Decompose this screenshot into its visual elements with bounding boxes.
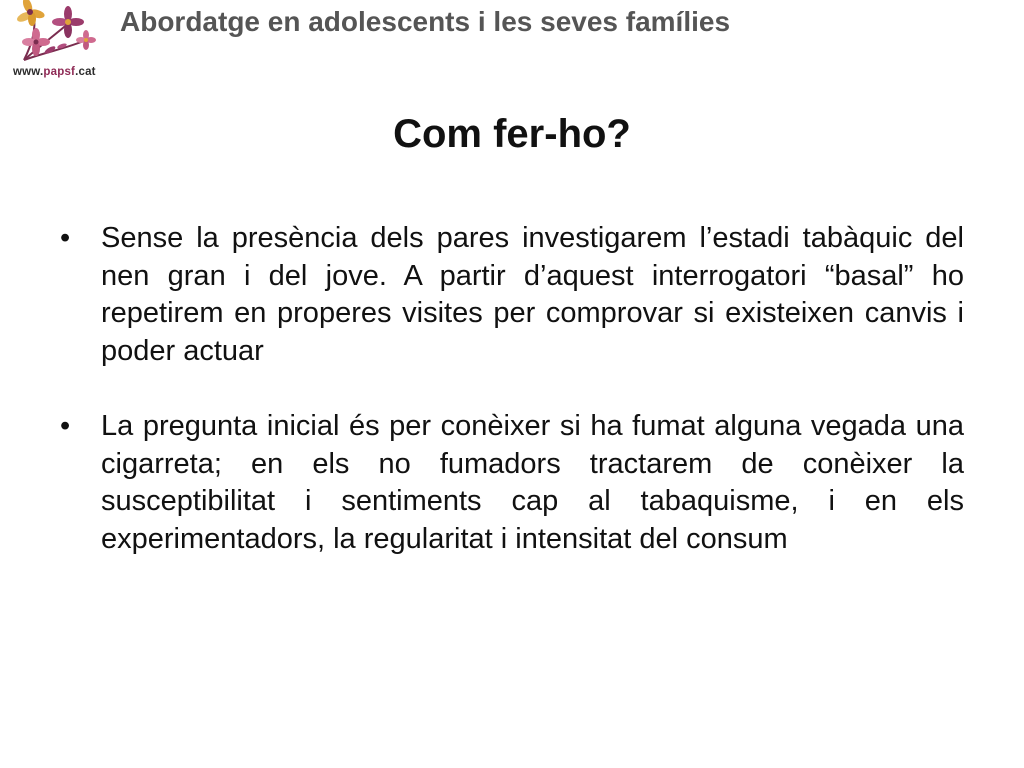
logo-url-accent: papsf: [43, 66, 76, 78]
logo-url-suffix: .cat: [75, 66, 96, 78]
flowers-logo-icon: [10, 0, 96, 66]
bullet-item: [60, 408, 964, 558]
header-title: Abordatge en adolescents i les seves famílies: [120, 6, 731, 37]
bullet-text: Sense la presència dels pares investigarem l’estadi tabàquic del nen gran i del jove. A partir d’aquest interrogatori “basal” ho repetirem en properes visites per comprovar si existeixen canvis i poder actuar: [101, 222, 964, 367]
papsf-logo: [4, 0, 116, 92]
bullet-dot: •: [60, 410, 71, 442]
bullet-list: [60, 220, 964, 596]
logo-url: [13, 66, 96, 78]
slide-title: Com fer-ho?: [393, 112, 631, 156]
bullet-dot: •: [60, 222, 71, 254]
bullet-item: [60, 220, 964, 370]
bullet-text: La pregunta inicial és per conèixer si ha fumat alguna vegada una cigarreta; en els no fumadors tractarem de conèixer la susceptibilitat i sentiments cap al tabaquisme, i en els experimentadors, la regularitat i intensitat del consum: [101, 410, 964, 555]
logo-url-prefix: www.: [13, 66, 44, 78]
